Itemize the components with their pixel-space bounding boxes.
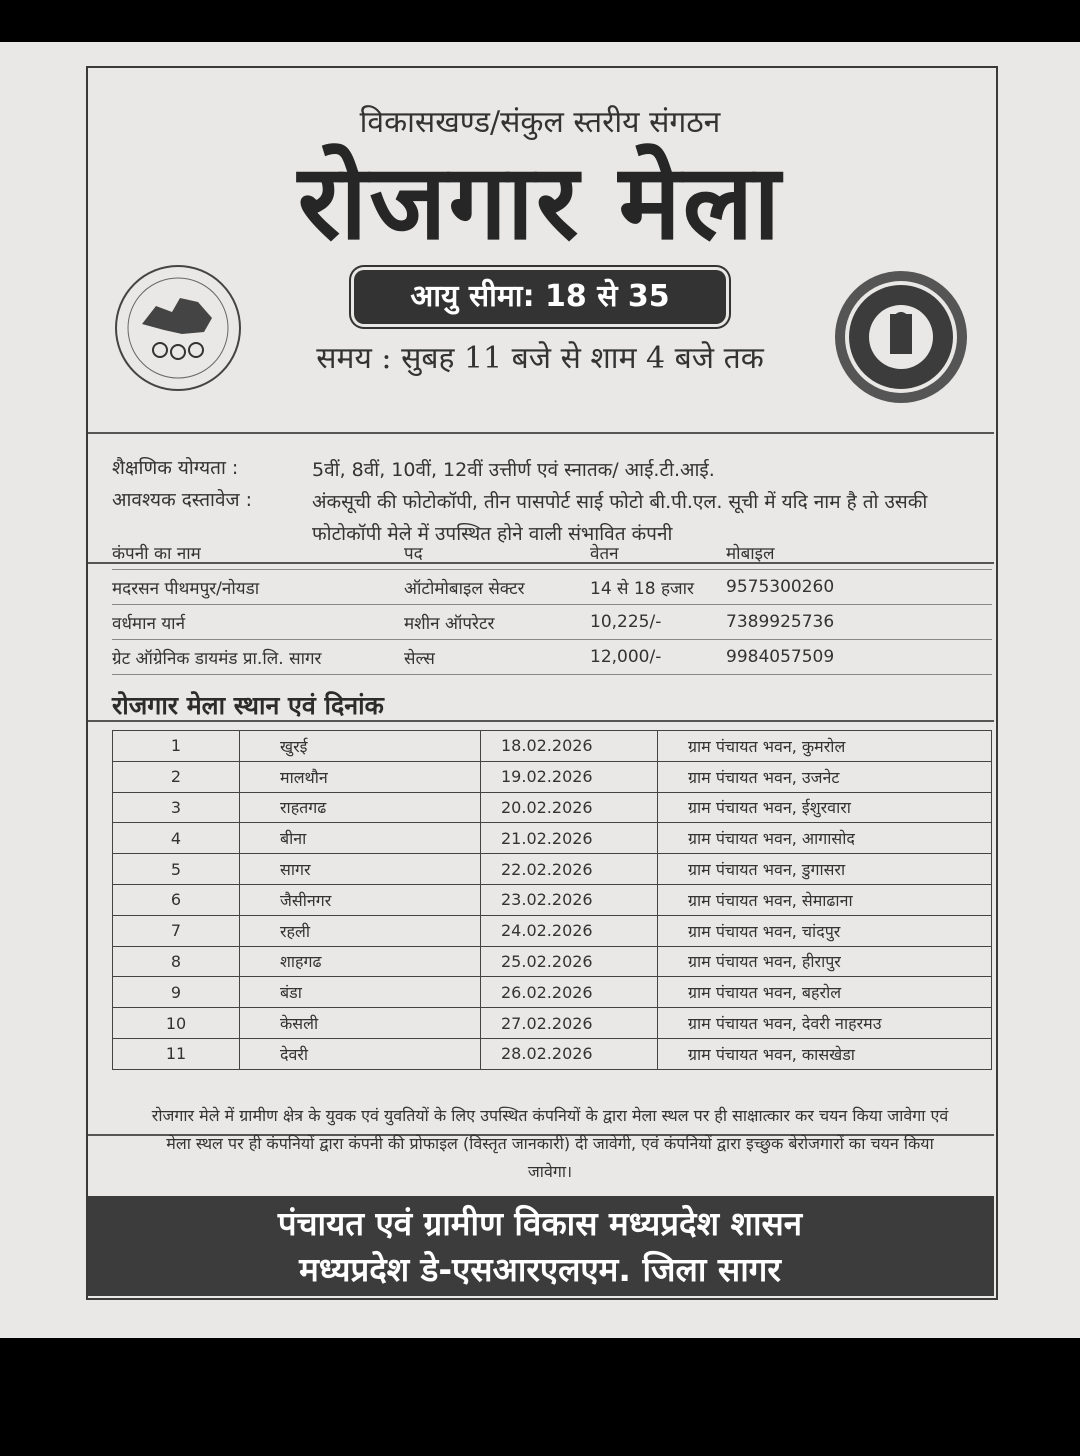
table-cell: ऑटोमोबाइल सेक्टर: [404, 570, 590, 605]
table-cell: ग्रेट ऑग्रेनिक डायमंड प्रा.लि. सागर: [112, 640, 404, 675]
table-cell: रहली: [240, 915, 481, 946]
table-row: [112, 605, 992, 640]
divider: [88, 432, 994, 434]
table-cell: 28.02.2026: [481, 1038, 658, 1069]
table-cell: 20.02.2026: [481, 792, 658, 823]
table-cell: सागर: [240, 854, 481, 885]
table-cell: 25.02.2026: [481, 946, 658, 977]
selection-note: रोजगार मेले में ग्रामीण क्षेत्र के युवक एवं युवतियों के लिए उपस्थित कंपनियों के द्वारा मेला स्थल पर ही साक्षात्कार कर चयन किया जावेगा एवं मेला स्थल पर ही कंपनियों द्वारा कंपनी की प्रोफाइल (विस्तृत जानकारी) दी जावेगी, एवं कंपनियों द्वारा इच्छुक बेरोजगारों का चयन किया जावेगा।: [151, 1106, 949, 1181]
table-cell: सेल्स: [404, 640, 590, 675]
table-cell: बीना: [240, 823, 481, 854]
table-cell: ग्राम पंचायत भवन, कुमरोल: [658, 731, 992, 762]
table-cell: 2: [113, 761, 240, 792]
venue-table: [112, 730, 992, 1070]
table-cell: 10: [113, 1008, 240, 1039]
table-row: [113, 731, 992, 762]
table-cell: ग्राम पंचायत भवन, डुगासरा: [658, 854, 992, 885]
table-row: [113, 1038, 992, 1069]
table-row: [113, 823, 992, 854]
table-cell: 9575300260: [726, 570, 992, 605]
table-cell: ग्राम पंचायत भवन, आगासोद: [658, 823, 992, 854]
mp-govt-seal-icon: [832, 268, 970, 406]
table-cell: जैसीनगर: [240, 884, 481, 915]
table-cell: मशीन ऑपरेटर: [404, 605, 590, 640]
table-cell: 22.02.2026: [481, 854, 658, 885]
table-cell: 18.02.2026: [481, 731, 658, 762]
table-row: [113, 915, 992, 946]
education-label: शैक्षणिक योग्यता :: [112, 457, 239, 479]
table-cell: 1: [113, 731, 240, 762]
table-cell: ग्राम पंचायत भवन, ईशुरवारा: [658, 792, 992, 823]
table-cell: कंपनी का नाम: [112, 535, 404, 570]
table-cell: 23.02.2026: [481, 884, 658, 915]
table-cell: 7389925736: [726, 605, 992, 640]
table-cell: मदरसन पीथमपुर/नोयडा: [112, 570, 404, 605]
table-cell: 21.02.2026: [481, 823, 658, 854]
table-cell: ग्राम पंचायत भवन, हीरापुर: [658, 946, 992, 977]
table-cell: ग्राम पंचायत भवन, सेमाढाना: [658, 884, 992, 915]
documents-label: आवश्यक दस्तावेज :: [112, 489, 253, 511]
education-value: 5वीं, 8वीं, 10वीं, 12वीं उत्तीर्ण एवं स्नातक/ आई.टी.आई.: [312, 459, 715, 481]
table-cell: 19.02.2026: [481, 761, 658, 792]
footer-line-1: पंचायत एवं ग्रामीण विकास मध्यप्रदेश शासन: [277, 1204, 803, 1243]
venue-section-title: रोजगार मेला स्थान एवं दिनांक: [112, 691, 384, 720]
timing-text: समय : सुबह 11 बजे से शाम 4 बजे तक: [316, 341, 764, 376]
table-cell: मालथौन: [240, 761, 481, 792]
footer-line-2: मध्यप्रदेश डे-एसआरएलएम. जिला सागर: [299, 1250, 781, 1289]
table-cell: 5: [113, 854, 240, 885]
table-cell: ग्राम पंचायत भवन, देवरी नाहरमउ: [658, 1008, 992, 1039]
company-table-header: [112, 535, 992, 570]
table-cell: 11: [113, 1038, 240, 1069]
table-cell: 7: [113, 915, 240, 946]
table-cell: 12,000/-: [590, 640, 726, 675]
table-cell: ग्राम पंचायत भवन, उजनेट: [658, 761, 992, 792]
table-cell: राहतगढ: [240, 792, 481, 823]
table-row: [113, 792, 992, 823]
table-cell: ग्राम पंचायत भवन, चांदपुर: [658, 915, 992, 946]
organizer-subtitle: विकासखण्ड/संकुल स्तरीय संगठन: [359, 105, 721, 140]
table-row: [113, 854, 992, 885]
table-cell: 9984057509: [726, 640, 992, 675]
table-cell: पद: [404, 535, 590, 570]
table-cell: 26.02.2026: [481, 977, 658, 1008]
table-row: [112, 570, 992, 605]
table-cell: 6: [113, 884, 240, 915]
table-cell: 8: [113, 946, 240, 977]
documents-value: अंकसूची की फोटोकॉपी, तीन पासपोर्ट साई फोटो बी.पी.एल. सूची में यदि नाम है तो उसकी फोटोकॉपी मेले में उपस्थित होने वाली संभावित कंपनी: [312, 491, 928, 545]
table-row: [113, 946, 992, 977]
table-cell: 9: [113, 977, 240, 1008]
table-row: [113, 761, 992, 792]
table-cell: मोबाइल: [726, 535, 992, 570]
table-cell: 4: [113, 823, 240, 854]
table-cell: केसली: [240, 1008, 481, 1039]
table-cell: ग्राम पंचायत भवन, कासखेडा: [658, 1038, 992, 1069]
table-cell: वेतन: [590, 535, 726, 570]
table-cell: 27.02.2026: [481, 1008, 658, 1039]
table-row: [112, 640, 992, 675]
table-cell: 10,225/-: [590, 605, 726, 640]
table-cell: शाहगढ: [240, 946, 481, 977]
table-cell: ग्राम पंचायत भवन, बहरोल: [658, 977, 992, 1008]
table-cell: बंडा: [240, 977, 481, 1008]
table-cell: 14 से 18 हजार: [590, 570, 726, 605]
table-cell: खुरई: [240, 731, 481, 762]
table-row: [113, 884, 992, 915]
company-table: [112, 535, 992, 675]
table-row: [113, 1008, 992, 1039]
table-cell: 24.02.2026: [481, 915, 658, 946]
age-limit-badge: आयु सीमा: 18 से 35: [354, 270, 726, 324]
table-cell: 3: [113, 792, 240, 823]
table-cell: वर्धमान यार्न: [112, 605, 404, 640]
table-cell: देवरी: [240, 1038, 481, 1069]
page-title: रोजगार मेला: [297, 141, 783, 263]
table-row: [113, 977, 992, 1008]
